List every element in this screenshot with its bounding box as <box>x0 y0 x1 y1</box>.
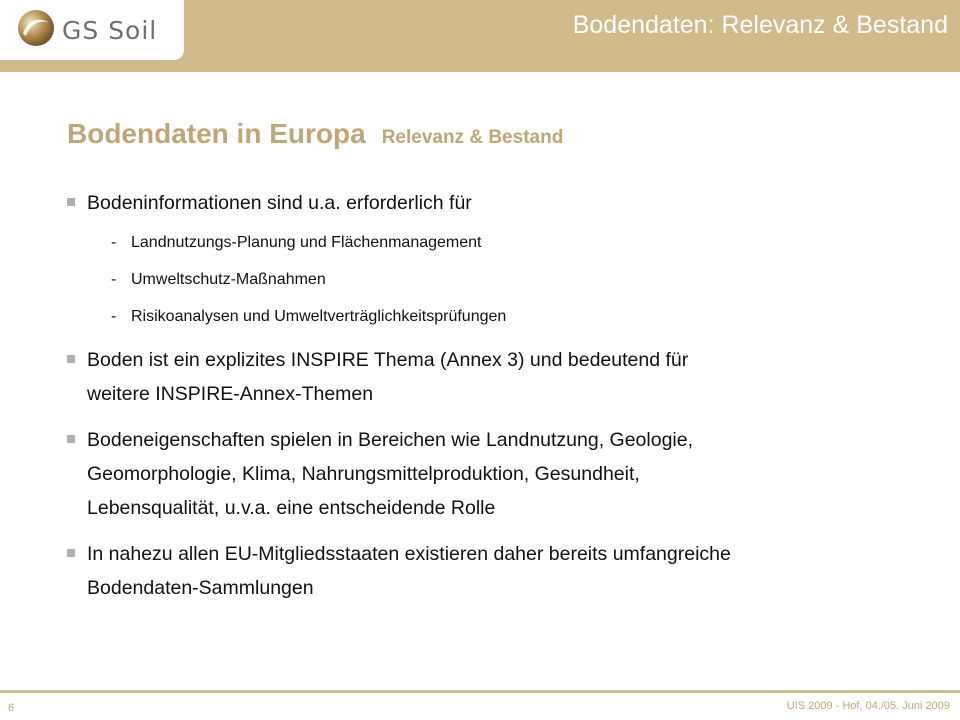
sub-list <box>67 224 887 335</box>
bullet-item <box>67 537 887 605</box>
sub-item-text: Landnutzungs-Planung und Flächenmanagement <box>131 234 482 251</box>
square-bullet-icon <box>67 549 75 557</box>
page-number: 6 <box>8 702 15 714</box>
sub-item <box>67 224 887 261</box>
header-bar <box>0 0 960 72</box>
slide-title-main: Bodendaten in Europa <box>67 118 366 149</box>
square-bullet-icon <box>67 198 75 206</box>
footer-event: UIS 2009 - Hof, 04./05. Juni 2009 <box>786 700 950 712</box>
bullet-item <box>67 343 887 411</box>
bullet-item <box>67 423 887 525</box>
square-bullet-icon <box>67 435 75 443</box>
bullet-item <box>67 186 887 220</box>
sub-item-text: Umweltschutz-Maßnahmen <box>131 271 326 288</box>
bullet-line: In nahezu allen EU-Mitgliedsstaaten existieren daher bereits umfangreiche <box>87 543 731 565</box>
bullet-list <box>67 186 887 605</box>
slide-title <box>67 118 563 150</box>
square-bullet-icon <box>67 355 75 363</box>
bullet-line: weitere INSPIRE-Annex-Themen <box>87 383 374 405</box>
bullet-line: Lebensqualität, u.v.a. eine entscheidende Rolle <box>87 497 496 519</box>
sub-item <box>67 298 887 335</box>
sub-item-text: Risikoanalysen und Umweltverträglichkeitsprüfungen <box>131 308 507 325</box>
bullet-line: Bodeneigenschaften spielen in Bereichen wie Landnutzung, Geologie, <box>87 429 694 451</box>
sub-item <box>67 261 887 298</box>
slide-subtitle: Relevanz & Bestand <box>381 127 564 148</box>
dash-icon: - <box>111 234 117 251</box>
dash-icon: - <box>111 308 117 325</box>
footer-divider <box>0 690 960 693</box>
logo-text: GS Soil <box>62 16 158 45</box>
dash-icon: - <box>111 271 117 288</box>
gs-soil-logo-icon <box>16 8 56 48</box>
header-title: Bodendaten: Relevanz & Bestand <box>572 11 948 39</box>
logo <box>0 0 184 60</box>
bullet-text: Bodeninformationen sind u.a. erforderlich für <box>87 192 472 214</box>
bullet-line: Bodendaten-Sammlungen <box>87 577 314 599</box>
bullet-line: Boden ist ein explizites INSPIRE Thema (Annex 3) und bedeutend für <box>87 349 689 371</box>
bullet-line: Geomorphologie, Klima, Nahrungsmittelproduktion, Gesundheit, <box>87 463 640 485</box>
